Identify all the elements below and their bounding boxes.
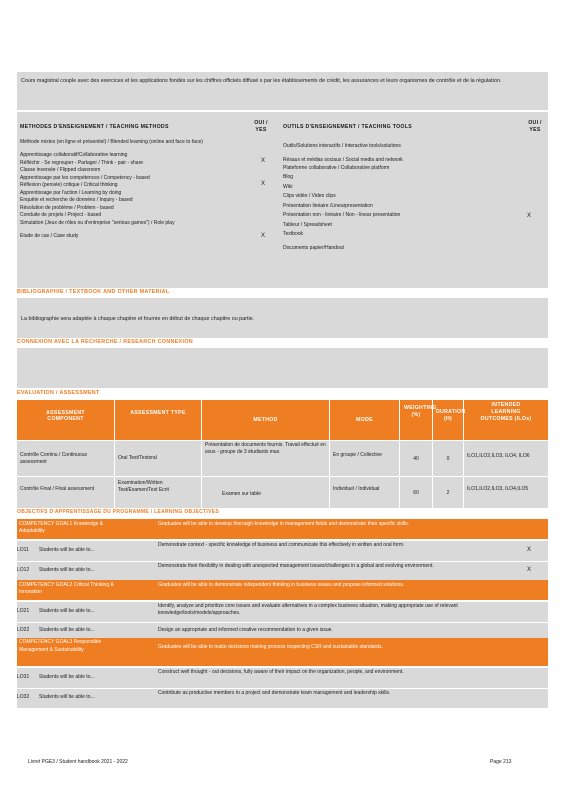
method-item: Classe inversée / Flipped classroom — [20, 167, 101, 173]
methods-block — [17, 112, 548, 288]
tool-list — [283, 143, 523, 253]
objective-text: Demonstrate context - specific knowledge of business and communicate this effectively in written and oral form. — [158, 542, 405, 548]
objective-mark: X — [527, 567, 532, 573]
method-item: Apprentissage collaboratif/Collaborative learning — [20, 152, 128, 158]
biblio-text: La bibliographie sera adaptée à chaque chapitre et fournie en début de chaque chapitre ou partie. — [21, 316, 255, 322]
goal-title: COMPETENCY GOAL3 Responsible Management & Sustainability — [19, 639, 102, 653]
evaluation-heading: EVALUATION / ASSESSMENT — [17, 390, 100, 396]
tool-item: Présentation linéaire /Linearpresentation — [283, 202, 373, 209]
intro-block — [17, 72, 548, 110]
tool-item: Textbook — [283, 231, 304, 238]
objective-code: LO11 — [17, 547, 29, 553]
objective-row — [17, 688, 548, 708]
tool-item: Plateforme collaborative / Collaborative platform — [283, 164, 390, 171]
header-duration: DURATION (H) — [433, 400, 464, 440]
tool-item: Clips vidéo / Video clips — [283, 193, 336, 200]
header-method: METHOD — [202, 400, 330, 440]
tool-item: Documents papier/Handout — [283, 245, 344, 252]
tool-item: Blog — [283, 174, 294, 181]
biblio-heading: BIBLIOGRAPHIE / TEXTBOOK AND OTHER MATERIAL — [17, 289, 170, 295]
biblio-block — [17, 298, 548, 338]
objective-prefix: Students will be able to... — [39, 547, 95, 553]
method-item: Réfléchir - Se regrouper - Partager / Think - pair - share — [20, 159, 144, 166]
method-item: Apprentissage par les compétences / Competency - based — [20, 174, 150, 181]
objective-text: Construct well thought - out decisions, fully aware of their impact on the organization, people, and environment. — [158, 669, 404, 675]
row-duration: 0 — [433, 441, 464, 477]
objective-row — [17, 622, 548, 638]
method-item: Enquête et recherche de données / Inquiry - based — [20, 197, 133, 203]
method-item: Conduite de projets / Project - based — [20, 212, 102, 218]
objective-mark: X — [527, 547, 532, 553]
objective-code: LO12 — [17, 567, 30, 573]
method-item: Réflexion (pensée) critique / Critical thinking — [20, 182, 118, 188]
objective-prefix: Students will be able to... — [39, 567, 95, 573]
evaluation-row — [17, 476, 548, 508]
header-weighting: WEIGHTING (%) — [400, 400, 433, 440]
objective-row — [17, 601, 548, 622]
objective-code: LO21 — [17, 608, 30, 614]
methods-yes-header: OUI / YES — [254, 120, 268, 133]
goal-title: COMPETENCY GOAL1 Knowledge & Adaptability — [19, 521, 104, 534]
method-item: Apprentissage par l'action / Learning by doing — [20, 189, 122, 196]
goal-row — [17, 580, 548, 600]
header-type: ASSESSMENT TYPE — [115, 400, 202, 440]
method-item: Méthode mixtes (en ligne et présentiel) / Blended learning (online and face to face) — [20, 139, 203, 145]
tool-item: Présentation non - linéaire / Non - linear presentation — [283, 212, 401, 219]
goal-statement: Graduates will be able to develop thorough knowledge in management fields and demonstrate their specific skills. — [158, 521, 409, 527]
goal-row — [17, 638, 548, 666]
tool-mark: X — [527, 213, 532, 219]
method-list — [20, 139, 250, 240]
row-mode: Individuel / Individual — [330, 477, 400, 509]
method-item: Résolution de problème / Problem - based — [20, 204, 114, 211]
objective-prefix: Students will be able to... — [39, 627, 95, 633]
row-method: Présentation de documents fournis. Travail effectué en sous - groupe de 3 étudiants max. — [202, 441, 330, 477]
row-duration: 2 — [433, 477, 464, 509]
objective-prefix: Students will be able to... — [39, 608, 95, 614]
row-weighting: 40 — [400, 441, 433, 477]
header-component: ASSESSMENT COMPONENT — [17, 400, 115, 440]
tools-yes-header: OUI / YES — [528, 120, 542, 133]
objective-code: LO31 — [17, 674, 30, 680]
research-heading: CONNEXION AVEC LA RECHERCHE / RESEARCH CONNEXION — [17, 339, 193, 345]
objective-row — [17, 561, 548, 580]
goal-statement: Graduates will be able to demonstrate independent thinking in business issues and propose informed solutions. — [158, 582, 405, 588]
footer-left: Livret PGE3 / Student handbook 2021 - 2022 — [28, 759, 128, 765]
objective-code: LO32 — [17, 694, 30, 700]
tool-item: Outils/Solutions interactifs / Interactive tools/solutions — [283, 143, 401, 149]
header-mode: MODE — [330, 400, 400, 440]
methods-column-header: METHODES D'ENSEIGNEMENT / TEACHING METHODS — [20, 124, 169, 130]
objective-prefix: Students will be able to... — [39, 674, 95, 680]
row-outcomes: ILO1,ILO2,ILO3, ILO4, ILO6 — [467, 453, 530, 459]
objective-text: Identify, analyze and prioritize core issues and evaluate alternatives in a complex business situation, making appropriate use of relevant knowledge/tools/models/approaches. — [158, 603, 458, 616]
row-component: Contrôle Final / Final assessment — [17, 477, 115, 509]
method-mark: X — [261, 181, 266, 187]
objective-row — [17, 667, 548, 688]
row-type: Oral Test/Testoral — [115, 441, 202, 477]
intro-text: Cours magistral couple avec des exercices et les applications fondés sur les chiffres officiels diffusé s par les établissements de crédit, les assurances et leurs organismes de contrôle et de la régulation. — [21, 78, 502, 84]
footer-page-number: Page 213 — [490, 759, 512, 765]
objective-text: Contribute as productive members to a project and demonstrate team management and leadership skills. — [158, 690, 391, 696]
row-type: Examination/Written Test/Examen/Test Ecrit — [115, 477, 202, 509]
tools-column-header: OUTILS D'ENSEIGNEMENT / TEACHING TOOLS — [283, 124, 412, 130]
row-method: Examen sur table — [202, 477, 330, 509]
goal-statement: Graduates will be able to make decisions making process respecting CSR and sustainable standards. — [158, 644, 383, 650]
method-mark: X — [261, 158, 266, 164]
research-block — [17, 348, 548, 388]
goal-row — [17, 519, 548, 539]
header-outcomes: INTENDED LEARNING OUTCOMES (ILOs) — [480, 402, 532, 422]
evaluation-header-row — [17, 400, 548, 440]
objective-prefix: Students will be able to... — [39, 694, 95, 700]
row-component: Contrôle Continu / Continuous assessment — [17, 441, 115, 477]
method-item: Simulation (Jeux de rôles ou d'entreprise "serious games") / Role play — [20, 219, 175, 226]
objective-text: Design an appropriate and informed creative recommendation to a given issue. — [158, 627, 333, 633]
objective-code: LO22 — [17, 627, 30, 633]
objective-text: Demonstrate their flexibility in dealing with unexpected management issues/challenges in a global and evolving environment. — [158, 563, 434, 569]
goal-title: COMPETENCY GOAL2 Critical Thinking & Innovation — [19, 582, 114, 595]
row-weighting: 60 — [400, 477, 433, 509]
method-mark: X — [261, 233, 266, 239]
objective-row — [17, 540, 548, 561]
row-outcomes: ILO1,ILO2,ILO3, ILO4,ILO5 — [467, 486, 529, 492]
tool-item: Tableur / Spreadsheet — [283, 221, 332, 228]
tool-item: Résaux et médias sociaux / Social media and network — [283, 157, 403, 163]
method-item: Etude de cas / Case study — [20, 232, 79, 239]
row-mode: En groupe / Collective — [330, 441, 400, 477]
tool-item: Wiki — [283, 183, 293, 190]
evaluation-row — [17, 440, 548, 476]
objectives-heading: OBJECTIFS D'APPRENTISSAGE DU PROGRAMME / LEARNING OBJECTIVES — [17, 509, 219, 515]
